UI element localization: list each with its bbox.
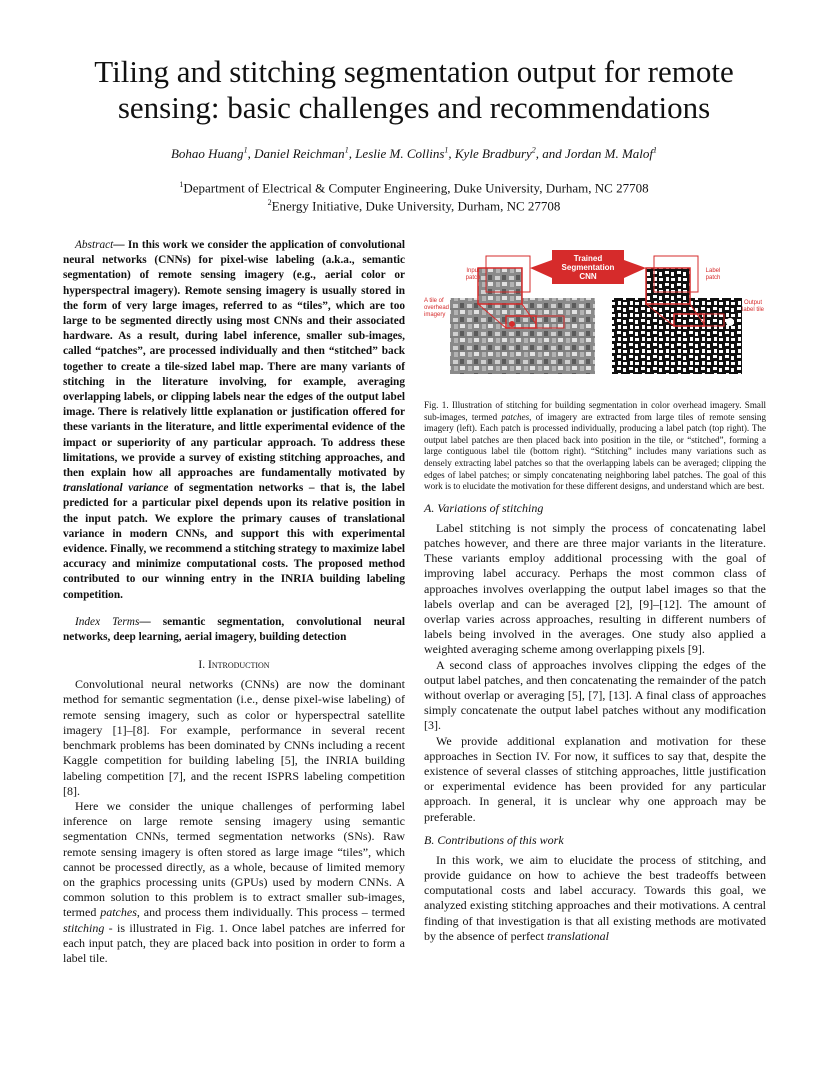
abstract: Abstract— In this work we consider the application of convolutional neural networks (CNNs) for pixel-wise labeling (a.k.a., semantic segmentation) of remote sensing imagery (e.g., aerial color or hyperspectral imagery). Remote sensing imagery is usually stored in the form of very large images, referred to as “tiles”, which are too large to be segmented directly using most CNNs and their associated hardware. As a result, during label inference, smaller sub-images, called “patches”, are processed individually and then “stitched” back together to create a tile-sized label map. There are many variants of stitching in the literature involving, for example, averaging overlapping labels, or clipping labels near the edges of the output label image. There is relatively little explanation or justification offered for these variants in the literature, and little experimental evidence of the impact or superiority of any particular approach. To address these limitations, we provide a survey of existing stitching approaches, and then explain how all approaches are fundamentally motivated by translational variance of segmentation networks – that is, the label predicted for a particular pixel depends upon its relative position in the input patch. We explore the primary causes of translational variance in modern CNNs, and support this with experimental evidence. Finally, we recommend a stitching strategy to maximize label accuracy and minimize computational costs. The proposed method contributed to our winning entry in the INRIA building labeling competition. xyxy=(63,239,406,601)
abstract-emphasis: translational variance xyxy=(63,482,169,495)
figure-1 xyxy=(424,246,766,376)
title-line-1: Tiling and stitching segmentation output for remote xyxy=(94,54,734,89)
figure-label-label-patch: Label patch xyxy=(705,268,721,281)
figure-1-caption: Fig. 1. Illustration of stitching for building segmentation in color overhead imagery. Small sub-images, termed patches, of imagery are extracted from large tiles of remote sensing imagery (left). Each patch is processed individually, producing a label patch (top right). The output label patches are then placed back into position in the tile, or “stitched”, forming a large contiguous label tile (bottom right). “Stitching” includes many variations such as densely extracting label patches so that the overlapping labels can be averaged; clipping the edges of label patches; or simply concatenating neighboring label patches. The goal of this work is to elucidate the motivation for these different designs, and understand which are best. xyxy=(424,400,766,492)
affiliation-1: $^1$Department of Electrical & Computer Engineering, Duke University, Durham, NC 27708 xyxy=(179,180,649,196)
left-column xyxy=(63,238,405,966)
author: Kyle Bradbury$^2$, and xyxy=(454,146,566,162)
figure-label-tile-imagery: A tile of overhead imagery xyxy=(424,298,450,318)
intro-paragraph-1: Convolutional neural networks (CNNs) are now the dominant method for semantic segmentation (i.e., dense pixel-wise labeling) of remote sensing imagery, such as color or hyperspectral satellite imagery [1]–[8]. For example, performance in several recent benchmark problems has been dominated by CNNs including a recent Kaggle competition for building labeling [5], the INRIA building labeling competition [7], and the recent ISPRS labeling competition [8]. xyxy=(63,677,405,798)
intro-paragraph-2: Here we consider the unique challenges of performing label inference on large remote sensing imagery using semantic segmentation CNNs, termed segmentation networks (SNs). Raw remote sensing imagery is often stored as large image “tiles”, which cannot be processed directly, as a whole, because of limited memory on the graphics processing units (GPUs) used by modern CNNs. A common solution to this problem is to extract smaller sub-images, termed patches, and process them individually. This process – termed stitching - is illustrated in Fig. 1. Once label patches are inferred for each input patch, they are placed back into position in order to form a label tile. xyxy=(63,798,405,965)
paper-title xyxy=(40,54,788,126)
author: Daniel Reichman$^1$, xyxy=(254,146,356,162)
abstract-label: Abstract xyxy=(75,239,114,251)
author-list xyxy=(40,146,788,162)
section-heading-contributions: B. Contributions of this work xyxy=(424,832,564,847)
right-column xyxy=(424,238,766,944)
index-terms: Index Terms— semantic segmentation, convolutional neural networks, deep learning, aerial imagery, building detection xyxy=(63,615,405,644)
variations-paragraph-3: We provide additional explanation and motivation for these approaches in Section IV. For now, it suffices to say that, despite the existence of several classes of stitching approaches, little justification or experimental evidence has been provided for any particular approach. In general, it is unclear why one approach may be preferable. xyxy=(424,733,766,824)
contributions-paragraph-1: In this work, we aim to elucidate the process of stitching, and provide guidance on how to achieve the best tradeoffs between computational costs and label accuracy. Towards this goal, we analyzed existing stitching approaches and their motivations. A central finding of that investigation is that all existing methods are motivated by the absence of perfect translational xyxy=(424,852,766,943)
figure-label-input-patch: Input patch xyxy=(465,268,481,281)
figure-label-trained-cnn: Trained Segmentation CNN xyxy=(561,254,615,281)
variations-paragraph-1: Label stitching is not simply the process of concatenating label patches however, and there are three major variants in the literature. These variants employ additional processing with the goal of improving label accuracy. Perhaps the most common class of approaches involves overlapping the output label images so that the labels overlap and can be averaged [2], [9]–[12]. The amount of overlap varies across approaches, resulting in different numbers of labels being involved in the averages. One study also applied a weighted averaging scheme among overlapping pixels [9]. xyxy=(424,520,766,657)
index-terms-label: Index Terms xyxy=(75,615,140,628)
author: Bohao Huang$^1$, xyxy=(170,146,255,162)
author: Jordan M. Malof$^1$ xyxy=(565,146,658,162)
section-heading-variations: A. Variations of stitching xyxy=(424,500,544,515)
title-line-2: sensing: basic challenges and recommendations xyxy=(117,90,711,125)
affiliation-2: $^2$Energy Initiative, Duke University, Durham, NC 27708 xyxy=(267,198,561,214)
author: Leslie M. Collins$^1$, xyxy=(355,146,455,162)
section-heading-introduction: I. Introduction xyxy=(198,659,270,672)
affiliations xyxy=(40,177,788,214)
variations-paragraph-2: A second class of approaches involves clipping the edges of the output label patches, and then concatenating the remainder of the patch without overlap or averaging [5], [7], [13]. A final class of approaches simply concatenate the output label patches without any modification [3]. xyxy=(424,657,766,733)
figure-label-output-tile: Output label tile xyxy=(741,300,764,313)
